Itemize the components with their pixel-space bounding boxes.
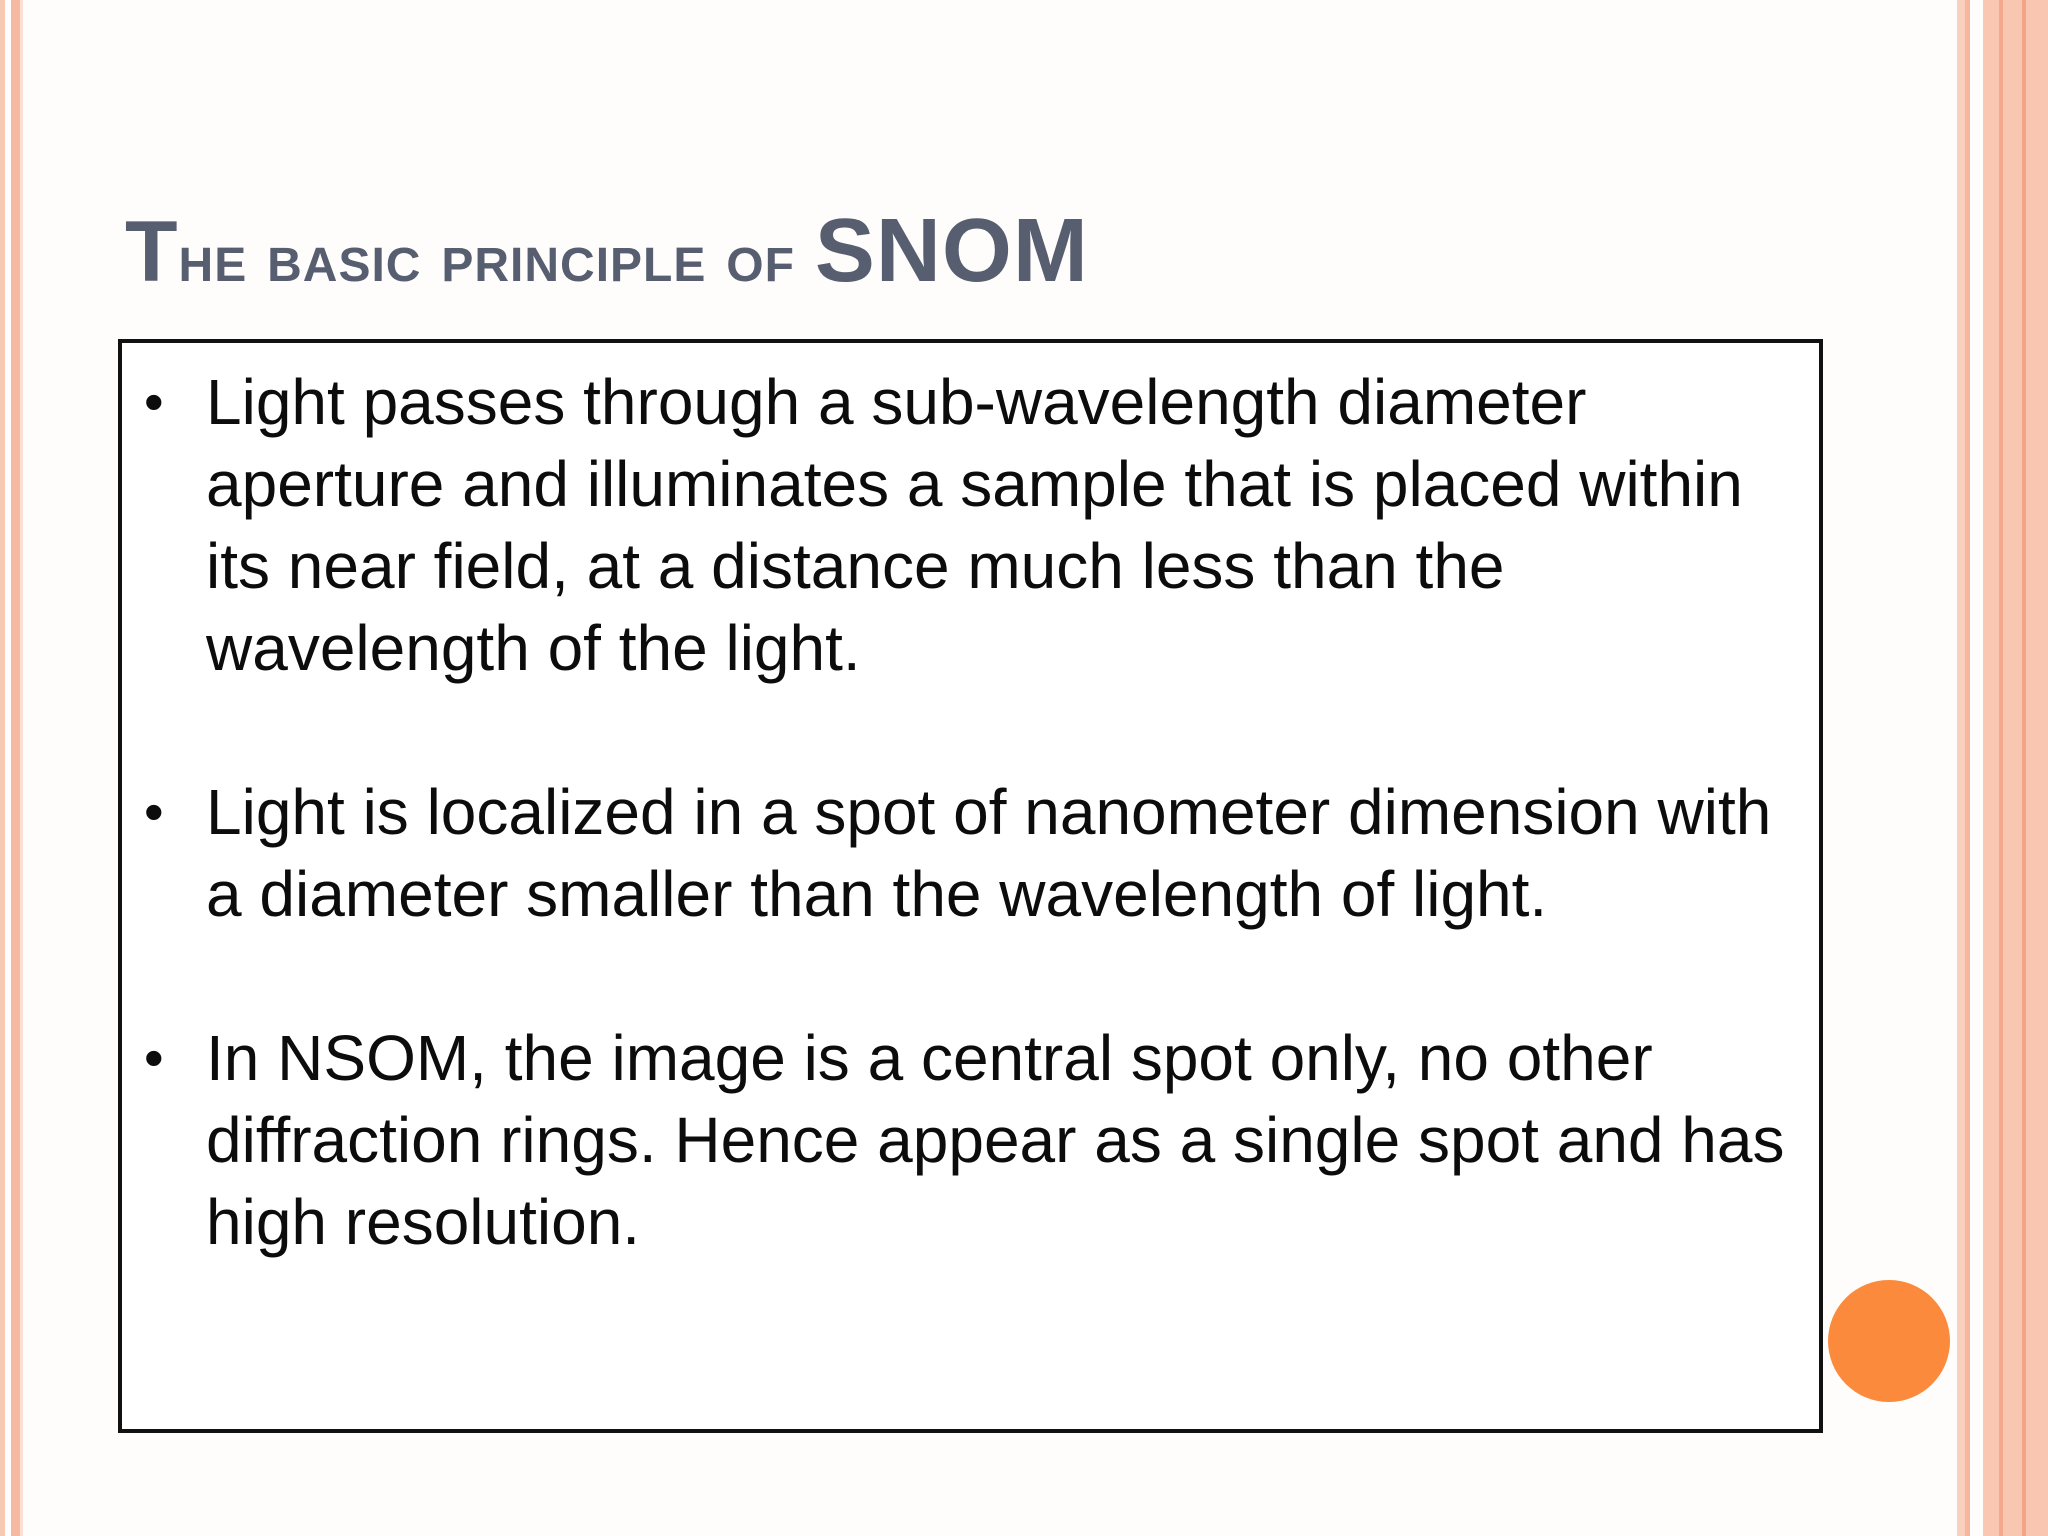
slide-title-text: he basic principle of: [178, 220, 815, 296]
right-border-stripe: [2022, 0, 2026, 1536]
bullet-text: In NSOM, the image is a central spot only, no other diffraction rings. Hence appear as a single spot and has high resolution.: [206, 1022, 1785, 1258]
content-box: [118, 339, 1823, 1433]
bullet-text: Light passes through a sub-wavelength diameter aperture and illuminates a sample that is placed within its near field, at a distance much less than the wavelength of the light.: [206, 366, 1743, 684]
bullet-item: [122, 1017, 1819, 1263]
bullet-icon: •: [144, 370, 164, 433]
bullet-item: [122, 771, 1819, 935]
slide-title-initial: T: [125, 204, 179, 300]
slide-title: [125, 200, 1089, 303]
left-border-stripe: [11, 0, 20, 1536]
orange-circle-decoration: [1828, 1280, 1950, 1402]
bullet-icon: •: [144, 780, 164, 843]
right-border-stripe: [1957, 0, 1965, 1536]
bullet-text: Light is localized in a spot of nanometer dimension with a diameter smaller than the wavelength of light.: [206, 776, 1772, 930]
bullet-icon: •: [144, 1026, 164, 1089]
slide-title-acronym: SNOM: [814, 201, 1089, 301]
bullet-item: [122, 361, 1819, 689]
bullet-list: [122, 361, 1819, 1345]
right-border-stripe: [1983, 0, 1999, 1536]
right-border-stripe: [1965, 0, 1970, 1536]
left-border-stripe: [0, 0, 5, 1536]
left-border-stripe: [20, 0, 23, 1536]
